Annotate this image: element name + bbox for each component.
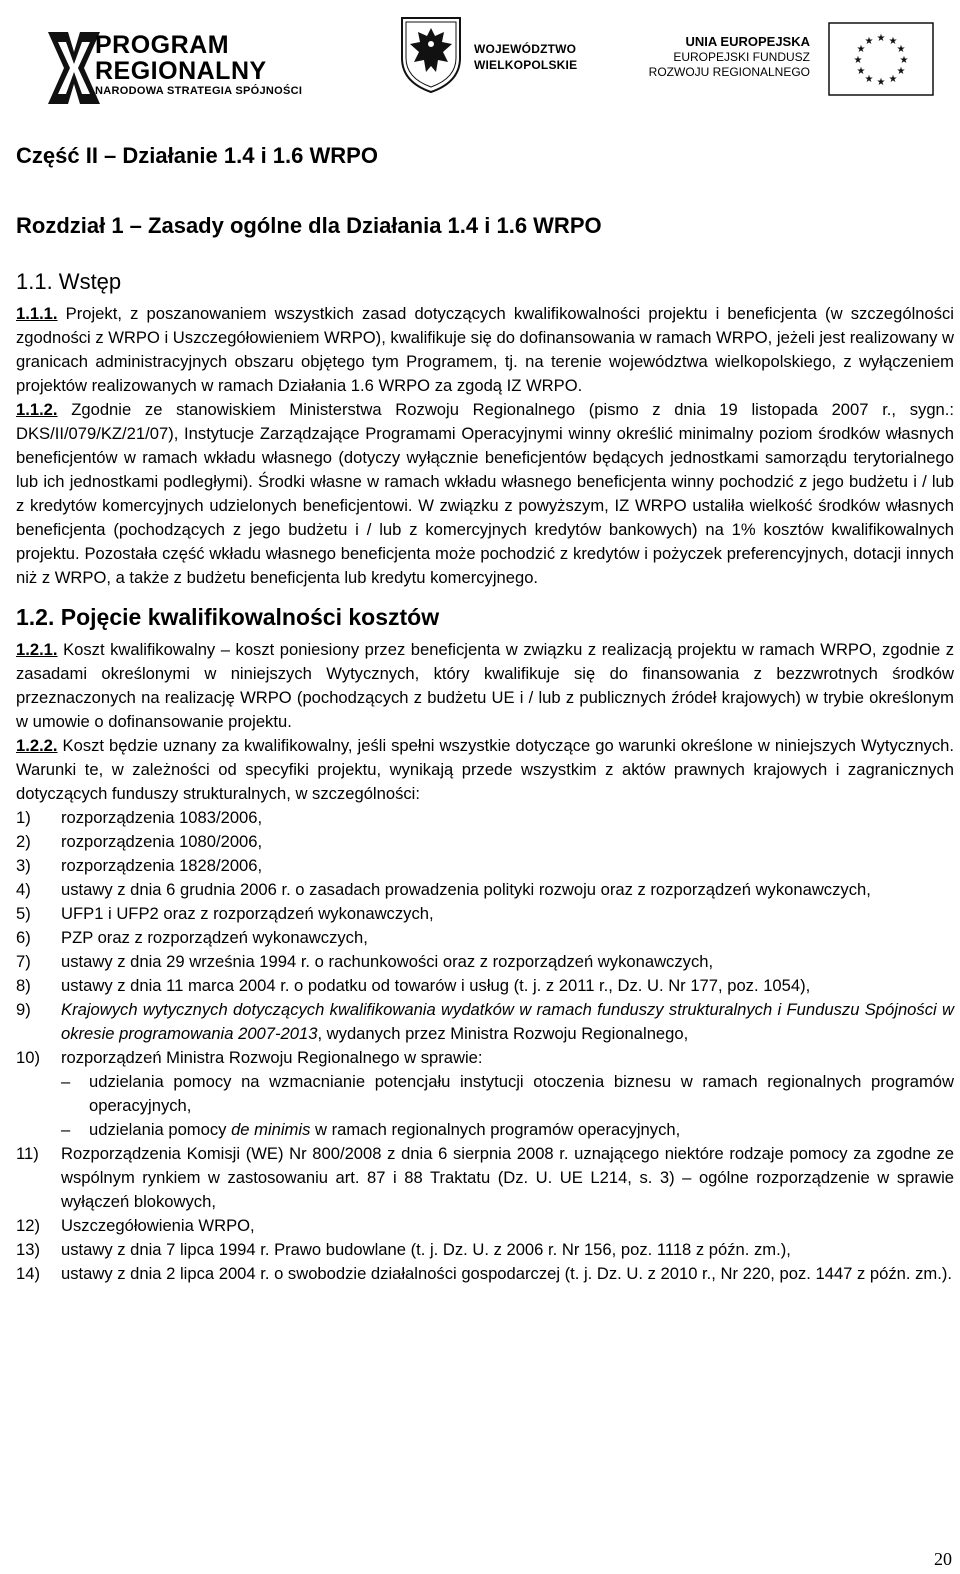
svg-text:★: ★ (856, 44, 866, 55)
eu-line2: EUROPEJSKI FUNDUSZ (673, 50, 810, 64)
paragraph-121 (16, 638, 954, 734)
list-item: 3) rozporządzenia 1828/2006, (16, 856, 263, 875)
svg-text:★: ★ (876, 33, 886, 44)
eu-logo (640, 14, 940, 94)
list-item: 13) ustawy z dnia 7 lipca 1994 r. Prawo budowlane (t. j. Dz. U. z 2006 r. Nr 156, poz. 1118 z późn. zm.), (16, 1240, 791, 1259)
svg-text:★: ★ (853, 55, 863, 66)
svg-text:★: ★ (888, 36, 898, 47)
section-title-12: 1.2. Pojęcie kwalifikowalności kosztów (16, 604, 440, 630)
list-item: 4) ustawy z dnia 6 grudnia 2006 r. o zasadach prowadzenia polityki rozwoju oraz z rozporządzeń wykonawczych, (16, 880, 871, 899)
svg-text:★: ★ (896, 44, 906, 55)
wojewodztwo-line2: WIELKOPOLSKIE (474, 58, 578, 72)
paragraph-text: Projekt, z poszanowaniem wszystkich zasad dotyczących kwalifikowalności projektu i beneficjenta (w szczególności zgodności z WRPO i Uszczegółowieniem WRPO), kwalifikuje się do dofinansowania w ramach WRPO, jeżeli jest realizowany w granicach administracyjnych obszaru objętego tym Programem, tj. na terenie województwa wielkopolskiego, z wyłączeniem projektów realizowanych w ramach Działania 1.6 WRPO za zgodą IZ WRPO. (16, 304, 954, 395)
sub-list-item: – udzielania pomocy de minimis w ramach regionalnych programów operacyjnych, (61, 1120, 681, 1139)
sub-list (61, 1070, 954, 1142)
paragraph-number: 1.1.1. (16, 304, 58, 323)
paragraph-text: Zgodnie ze stanowiskiem Ministerstwa Rozwoju Regionalnego (pismo z dnia 19 listopada 2007 r., sygn.: DKS/II/079/KZ/21/07), Instytucje Zarządzające Programami Operacyjnymi winny określić minimalny poziom środków własnych beneficjentów w ramach wkładu własnego (dotyczy wyłącznie beneficjentów będących jednostkami samorządu terytorialnego lub ich jednostkami podległymi). Środki własne w ramach wkładu własnego beneficjenta winny pochodzić z jego budżetu i / lub z kredytów komercyjnych udzielonych beneficjentowi. W związku z powyższym, IZ WRPO ustaliła wielkość środków własnych beneficjenta (pochodzących z jego budżetu i / lub z komercyjnych kredytów bankowych) na 1% kosztów kwalifikowalnych projektu. Pozostała część wkładu własnego beneficjenta może pochodzić z kredytów i pożyczek preferencyjnych, dotacji innych niż z WRPO, a także z budżetu beneficjenta lub kredytu komercyjnego. (16, 400, 954, 587)
eu-line3: ROZWOJU REGIONALNEGO (648, 65, 810, 79)
paragraph-text: Koszt będzie uznany za kwalifikowalny, jeśli spełni wszystkie dotyczące go warunki określone w niniejszych Wytycznych. Warunki te, w zależności od specyfiki projektu, wynikają przede wszystkim z aktów prawnych krajowych i zagranicznych dotyczących funduszy strukturalnych, w szczególności: (16, 736, 954, 803)
list-item: 11) Rozporządzenia Komisji (WE) Nr 800/2008 z dnia 6 sierpnia 2008 r. uznającego niektóre rodzaje pomocy za zgodne ze wspólnym rynkiem w zastosowaniu art. 87 i 88 Traktatu (Dz. U. UE L214, s. 3) – ogólne rozporządzenie w sprawie wyłączeń blokowych, (16, 1144, 954, 1211)
program-subtitle: NARODOWA STRATEGIA SPÓJNOŚCI (95, 85, 303, 97)
eu-flag-icon (828, 22, 934, 96)
list-item: 6) PZP oraz z rozporządzeń wykonawczych, (16, 928, 368, 947)
sub-list-item: – udzielania pomocy na wzmacnianie potencjału instytucji otoczenia biznesu w ramach regionalnych programów operacyjnych, (61, 1072, 954, 1115)
paragraph-number: 1.2.2. (16, 736, 58, 755)
list-item: 10) rozporządzeń Ministra Rozwoju Regionalnego w sprawie: – udzielania pomocy na wzmacnianie potencjału instytucji otoczenia biznesu w ramach regionalnych programów operacyjnych, – udzielania pomocy de minimis w ramach regionalnych programów operacyjnych, (16, 1046, 954, 1142)
program-regionalny-logo (22, 14, 342, 100)
svg-text:★: ★ (864, 36, 874, 47)
document-body (16, 136, 954, 1286)
wojewodztwo-line1: WOJEWÓDZTWO (474, 42, 577, 56)
eu-line1: UNIA EUROPEJSKA (685, 34, 810, 49)
paragraph-number: 1.2.1. (16, 640, 58, 659)
list-item: 1) rozporządzenia 1083/2006, (16, 808, 263, 827)
paragraph-111 (16, 302, 954, 398)
list-item: 14) ustawy z dnia 2 lipca 2004 r. o swobodzie działalności gospodarczej (t. j. Dz. U. z 2010 r., Nr 220, poz. 1447 z późn. zm.). (16, 1264, 952, 1283)
list-item: 5) UFP1 i UFP2 oraz z rozporządzeń wykonawczych, (16, 904, 434, 923)
list-item: 9) Krajowych wytycznych dotyczących kwalifikowania wydatków w ramach funduszy strukturalnych i Funduszu Spójności w okresie programowania 2007-2013, wydanych przez Ministra Rozwoju Regionalnego, (16, 1000, 954, 1043)
list-item: 7) ustawy z dnia 29 września 1994 r. o rachunkowości oraz z rozporządzeń wykonawczych, (16, 952, 714, 971)
section-title-11: 1.1. Wstęp (16, 269, 122, 294)
list-item: 2) rozporządzenia 1080/2006, (16, 832, 263, 851)
eagle-crest-icon (398, 14, 464, 94)
wojewodztwo-logo (398, 14, 618, 94)
list-item: 12) Uszczegółowienia WRPO, (16, 1216, 255, 1235)
part-title: Część II – Działanie 1.4 i 1.6 WRPO (16, 143, 378, 168)
paragraph-112 (16, 398, 954, 590)
program-title-line1: PROGRAM (95, 31, 230, 59)
svg-text:★: ★ (899, 55, 909, 66)
svg-text:★: ★ (888, 74, 898, 85)
paragraph-number: 1.1.2. (16, 400, 58, 419)
svg-text:★: ★ (856, 66, 866, 77)
legal-acts-list (16, 806, 954, 1286)
svg-text:★: ★ (896, 66, 906, 77)
svg-text:★: ★ (864, 74, 874, 85)
program-title-line2: REGIONALNY (95, 57, 267, 85)
chapter-title: Rozdział 1 – Zasady ogólne dla Działania 1.4 i 1.6 WRPO (16, 213, 602, 238)
page-header (0, 0, 960, 112)
list-item: 8) ustawy z dnia 11 marca 2004 r. o podatku od towarów i usług (t. j. z 2011 r., Dz. U. Nr 177, poz. 1054), (16, 976, 811, 995)
page-number: 20 (934, 1549, 952, 1569)
paragraph-text: Koszt kwalifikowalny – koszt poniesiony przez beneficjenta w związku z realizacją projektu w ramach WRPO, zgodnie z zasadami określonymi w niniejszych Wytycznych, który kwalifikuje się do finansowania z bezzwrotnych środków przeznaczonych na realizację WRPO (pochodzących z budżetu UE i / lub z publicznych źródeł krajowych) w trybie określonym w umowie o dofinansowanie projektu. (16, 640, 954, 731)
paragraph-122 (16, 734, 954, 806)
svg-text:★: ★ (876, 77, 886, 88)
